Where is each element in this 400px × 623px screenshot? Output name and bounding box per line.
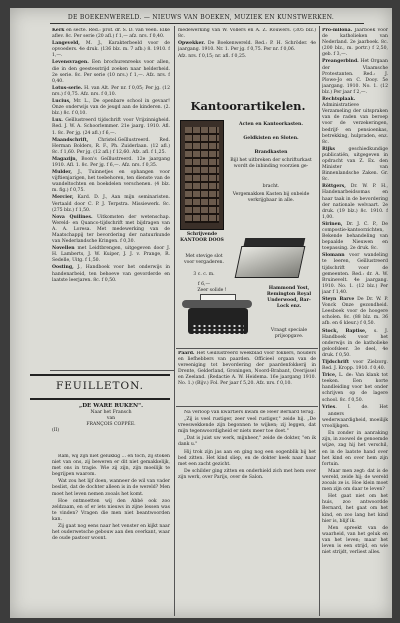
entry-heading: Lux. [52, 118, 63, 124]
story-author-prefix: van [106, 416, 116, 422]
listing-entry [52, 41, 170, 59]
entry-heading: Langeveld, [52, 41, 80, 47]
entry-heading: Lucius, [52, 99, 71, 105]
entry-text: en secte. Red.: prof. dr. S. D. van Veen. Elke aflev. 8c. Per serie (20 afl.) f 1,— afz. nrs. f 0,40. [52, 28, 170, 40]
ad-footnote: Zeer solide ! [197, 288, 227, 293]
feuilleton-heading [52, 402, 170, 452]
listing-entry [322, 373, 388, 403]
entry-heading: Vries, [322, 404, 337, 408]
entry-text: De Dr. W. P. Vonck Onze gezondheid. Leesboek voor de hoogere scholen. 8c. (88 blz. m. 36 afb. en 6 kleur.) f 0,50. [322, 297, 388, 327]
entry-text: Jaarboek voor de katholieken van Nederland. 2e jaarboek. 8c. (200 blz., m. portr.) f 2,50, geb. f 3,—. [322, 28, 388, 58]
story-paragraph: Na verloop van kwartiers kwam de Heer Bernard terug. [184, 410, 315, 415]
left-column [52, 28, 170, 370]
ad-line-7: Schrijvende KANTOOR DOOS [180, 232, 224, 243]
entry-text: Dr. W. P. H., Handenarbeidsomas en haar taak in de bevordering der nationale welvaart. 2e druk. (19 blz.) 8c. 1910. f 1,00. [322, 184, 388, 220]
entry-heading: Levensvragen. [52, 60, 89, 66]
listing-entry [178, 28, 316, 40]
listing-entry [52, 138, 170, 156]
story-paragraph: En zonder in aanraking zijn, in zoowel de genoemde wijze, zag hij het verschil, en in de laatste hand over het kind en over hem zijn fortuin. [322, 431, 388, 467]
ad-line-8: Met stevige slot voor vergaderen. [184, 254, 224, 265]
entry-text: Het Geïllustreerd weekblad voor fokkers, houders en liefhebbers van paarden. Officieel orgaan van de vereeniging tot bevordering der paardenfokkerij in Drente, Gelderland, Groningen, Noord-Brabant, Overijssel en Zeeland. (Redactie A. W. Heidema. 16e jaargang 1910. No. 1.) (Bijv.) Fol. Per jaar f 5,20. Afz. nrs. f 0,10. [178, 351, 316, 387]
entry-text: voor Zielzorg. Red. J. Kropp. 1910. f 0,40. [322, 359, 388, 372]
listing-entry [178, 41, 316, 53]
right-story-column [322, 412, 388, 614]
ad-line-9: 3 c. c. m. [193, 272, 215, 277]
page-header: DE BOEKENWERELD. — NIEUWS VAN BOEKEN, MUZIEK EN KUNSTWERKEN. [67, 14, 335, 21]
middle-bottom-column [178, 351, 316, 405]
entry-heading: Trice, [322, 373, 337, 379]
listing-entry [322, 297, 388, 327]
entry-text: J. de, Het [347, 404, 388, 408]
entry-text: J., Handboek voor het onderwijs in handenarbeid, ten behoeve van gevorderde en laatste leerjaren. 8c. f 0,50. [52, 265, 170, 283]
entry-text: Mr. L., De openbare school in gevaar! Onze onderwijs van de jeugd aan de kinderen. (2. blz.) 8c. f 0,10. [52, 99, 170, 117]
office-box-illustration [235, 246, 306, 278]
ad-title: Kantoorartikelen. [190, 99, 306, 113]
story-paragraph: Hoe ontmoetten wij den Abbé ook zoo zeldzaam, en of er iets nieuws in zijne lessen was te vinden? Vragen die men niet beantwoorden kan. [52, 498, 170, 522]
listing-entry [322, 147, 388, 184]
listing-entry [178, 351, 316, 388]
feuilleton-top-rule [50, 370, 174, 371]
listing-entry [322, 405, 388, 408]
entry-heading: Novellen [52, 246, 75, 252]
ad-line-3: Brandkasten [254, 150, 288, 155]
office-supplies-advertisement [178, 96, 318, 346]
listing-entry [322, 97, 388, 146]
ad-bottom-line-2: Vraagt speciale prijsopgave. [270, 328, 308, 339]
story-author: FRANÇOIS COPPÉE. [86, 422, 136, 428]
column-divider-1 [174, 26, 175, 616]
story-subtitle: Naar het Fransch [90, 410, 132, 415]
entry-text: Dr. J. C. P., De compostie-kantoorzichten, Bekende behandeling van bepaalde Nieuwen en toepassing. 2e druk. 8c. [322, 221, 388, 252]
entry-heading: Steyn Barve [322, 297, 355, 303]
ad-line-1: Acten en Kantoorkasten. [239, 122, 303, 127]
header-rule [50, 23, 364, 24]
entry-text: Kard. D. J., Aan mijn seminaristen. Vertaald door C. P. J. Terpstra. Missiewerk. 8c. (275 blz.) f 1,50. [52, 195, 170, 213]
ad-line-4: Bijl het uitbreken der schrifturkast wordt de inbinding voorzien ge- [230, 158, 312, 169]
entry-text: Het Orgaan der Vlaamsche Protestanten. Red.: J. Plowe-Jo en C. Dooy. 5e jaargang. 1910. No. 1. (12 blz.) Per jaar f 2,—. [322, 59, 388, 95]
filing-cabinet-illustration [180, 120, 224, 230]
entry-text: medewerking van W. Vollers en A. Z. Rouwers. (305 blz.) 8c. [178, 28, 316, 40]
story-paragraph: anders wederwaardigheid, moeilijk vroolijkgen. [322, 412, 388, 430]
typewriter-illustration [182, 294, 252, 338]
entry-text: H. van Alt. Per nr. f 0,05; Per jg. (12 nrs.) f 0,75. Afz. nrs. f 0,10. [52, 85, 170, 97]
listing-entry [322, 28, 388, 58]
listing-entry [52, 246, 170, 264]
entry-heading: Kerk [52, 28, 65, 33]
newspaper-page [10, 8, 392, 618]
entry-heading: Oosting, [52, 265, 74, 271]
ad-price: f 6,— [197, 282, 211, 287]
entry-text: Geïllustreerd tijdschrift voor Vrijzinnigheid. Red. J. W. A. Schoorlemmer. 21e jaarg. 1910. Afl. 1. 8c. Per jg. (24 afl.) f 6,—. [52, 118, 170, 136]
entry-text: De Boekenwereld. Red.: P. H. Schröder. 4e jaargang. 1910. Nr. 1. Per jg. f 0,75. Per nr. f 0,06. [178, 41, 316, 53]
entry-heading: Lotus-serie. [52, 85, 83, 91]
entry-heading: Slomann [322, 253, 345, 259]
listing-entry [322, 222, 388, 252]
listing-entry [52, 86, 170, 98]
ad-line-5: bracht. [262, 184, 280, 189]
listing-entry [52, 28, 170, 40]
listing-entry [322, 253, 388, 296]
entry-text: L. de: Van klank tot teeken. Een korte handleiding voor het onder schrijven op de lagere school. 8c. f 0,50. [322, 373, 388, 403]
entry-text: Uitkomsten der wetenschap. Wereld- en Quanco-tijdschrift met bijdragen van A. A. Loresa. Met medewerking van de Maatschappij ter bevordering der natuurkunde van Nederlandsche Kringen. f 0,30. [52, 214, 170, 245]
ad-bottom-rule [176, 348, 318, 349]
entry-heading: Nova Quilines. [52, 214, 93, 220]
middle-story-column [178, 410, 316, 614]
story-section: (II) [52, 428, 60, 434]
entry-heading: Preangerbind. [322, 59, 359, 65]
entry-text: s. J. Handboek voor het onderwijs in de katholieke geloofsleer. 3e deel, 4e druk. f 0,50. [322, 328, 388, 358]
listing-entry [52, 157, 170, 169]
entry-text: geschiedkundige publicatiën, uitgegeven in opdracht van Z. Ex. den Minister van Binnenlandsche Zaken. Gr. 8c. [322, 146, 388, 183]
entry-heading: Tijdschrift [322, 359, 350, 365]
entry-text: Afz. nrs. f 0,15; nr. afl. f 0,25. [178, 54, 247, 60]
entry-text: met Leidtbrengen, uitgegeven door J. H. Lamberts, J. W. Kuiper, J. J. v. Prange, R. Sedelle, Uitg. f 1,50. [52, 246, 170, 264]
entry-heading: Maandschrift, [52, 137, 89, 143]
story-title: „DE WARE RUKEN". [78, 403, 144, 409]
listing-entry [322, 329, 388, 359]
entry-heading: Opwekker. [178, 41, 205, 47]
story-paragraph: Wat zou het lijf doen, wanneer de wil van vader beslist, dat de dochter alleen is in de wereld? Men moet het leven nemen zooals het komt. [52, 479, 170, 497]
listing-entry [322, 360, 388, 372]
entry-text: M. J., Karakterbeeld voor de opvoeders. 4e druk. (136 blz. m. 7 afb.) 8. 1910. f 1,—. [52, 41, 170, 59]
ad-line-6: Vergemakken Kasten bij onbeide verkrijgbaar in alle. [232, 192, 310, 203]
listing-entry [52, 265, 170, 283]
story-paragraph: Ram, wij zijn niet gelukkig ... en toch, zij stoken niet van ons, zij beweren er dit niet gemakkelijk, met ons in tragie. Wie zij zijn, zijn moeilijk te begrijpen waarom. [52, 454, 170, 478]
middle-rule [176, 406, 318, 407]
entry-heading: Stock, Baptise, [322, 328, 367, 334]
middle-top-column [178, 28, 316, 92]
right-column [322, 28, 388, 408]
story-paragraph: „Zij is veel rustiger, zeer veel rustiger," zeide hij. „De vreeswekkende zijn begonnen te wijken; zij leggen, dat mijn tegenwoordigheid er niets meer toe doet." [178, 417, 316, 435]
ad-line-2: Geldkisten en Sloten. [243, 136, 299, 141]
entry-heading: Mercier, [52, 195, 74, 201]
listing-entry [52, 99, 170, 117]
entry-heading: Rechtsplaak. [322, 97, 356, 103]
story-paragraph: Men spreekt van de waarheid, van het geluk en van het leven; maar het leven is een strijd, en wie niet strijdt, verliest alles. [322, 525, 388, 556]
entry-text: Administratieve Verzameling der uitspraken van de raden van beroep voor de verzekeringen, bedrijf- en pensioenkas, betrekking, hulpraden, enz. 8c. [322, 103, 388, 145]
story-paragraph: Zij gaat nog eens naar het venster en kijkt naar het ouderwetsche gebouw aan den overkant, waar de oude pastoor woont. [52, 524, 170, 542]
story-paragraph: „Dat is juist uw werk, mijnheer," zeide de dokter, "en ik dank u." [178, 436, 316, 448]
entry-text: Boon's Geïllustreerd. 12e jaargang 1910. Afl. 1. 8c. Per jg. f 6,—. Afz. nrs. f 0,35. [52, 156, 170, 168]
entry-heading: Paard. [178, 351, 195, 356]
entry-text: Christel.Geïllustreerd. Red. Herman Bolders, R. F., Ph. Zuiderlaan. (12 afl.) 8c. f 1,60. Per jg. (12 afl.) f 12,60. Afz. afl. f 1,25. [52, 137, 170, 155]
entry-heading: Pro-milona. [322, 28, 353, 33]
listing-entry [322, 184, 388, 221]
entry-heading: Sirinen, [322, 221, 343, 227]
listing-entry [52, 195, 170, 213]
story-paragraph: De schilder ging zitten en onderhield zich met hem over zijn werk, over Parijs, over de Salon. [178, 468, 316, 480]
listing-entry [52, 215, 170, 245]
listing-entry [52, 60, 170, 84]
entry-text: voor wandeling te leeren, Geïllustreerd tijdschrift voor de gemeenten. Red.: dr. A. W. Bruinevelt. 4e jaargang. 1910. No. 1. (12 blz.) Per jaar f 1,40. [322, 253, 388, 295]
ad-bottom-line-1: Hammond Yost, Remington Royal Underwood, Bar-Lock enz. [266, 286, 312, 309]
listing-entry [322, 59, 388, 96]
entry-text: Een brochurenreeks voor allen, die in den geestesstrijd zoeken naar helderheid. 2e serie. 8c. Per serie (10 nrs.) f 1,—. Afz. nrs. f 0,40. [52, 60, 170, 84]
story-paragraph: Maar men zegt: dat is de wereld, zeide hij; de wereld zooals ze is. Hoe klein moet men zijn om daar te leven? [322, 468, 388, 493]
listing-entry [52, 118, 170, 136]
entry-heading: Rijks [322, 146, 335, 152]
entry-heading: Röttgers, [322, 184, 346, 190]
entry-heading: Magazijn, [52, 156, 78, 162]
entry-text: J., Tuinnetjes en ophangen voor vijftienjarigen, het toebehoren, ten dienste van de wandeltochten en boekdelen verschenen. (4 blz. m. fig.) f 0,75. [52, 170, 170, 194]
story-paragraph: Hij trok zijn jas aan en ging nog een oogenblik bij het bed zitten. Het kind sliep, en de dokter keek naar haar met een zacht gezicht. [178, 449, 316, 467]
feuilleton-title: FEUILLETON. [55, 380, 145, 392]
listing-entry [178, 54, 316, 60]
listing-entry [52, 170, 170, 194]
entry-heading: Mulder, [52, 170, 72, 176]
feuilleton-text [52, 454, 170, 614]
story-paragraph: Het gaat niet om het huis, zoo antwoordde Bernard, het gaat om het kind, en zoo lang het kind hier is, blijf ik. [322, 494, 388, 524]
column-divider-2 [319, 26, 320, 616]
